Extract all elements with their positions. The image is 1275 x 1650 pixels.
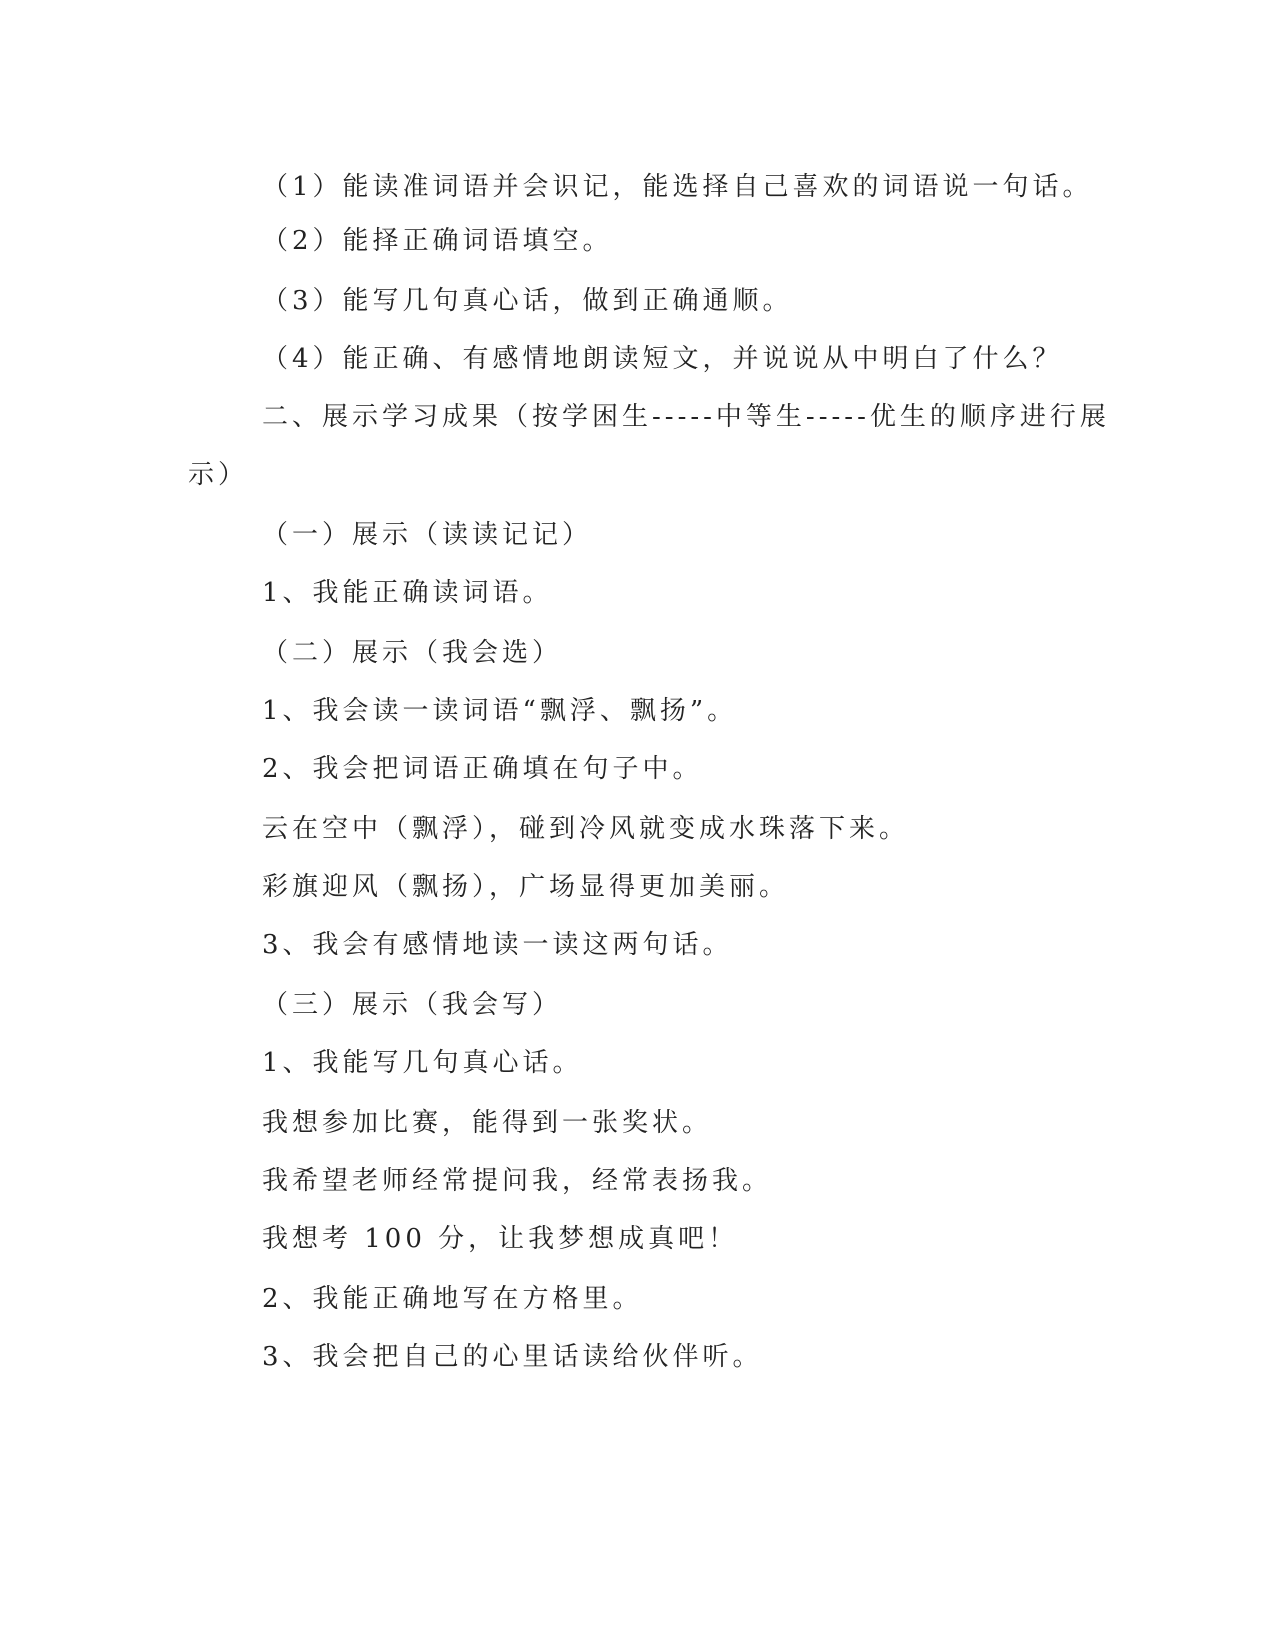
subsection-3-item-1: 1、我能写几句真心话。 [262, 1048, 583, 1078]
wish-sentence-2: 我希望老师经常提问我，经常表扬我。 [262, 1166, 773, 1196]
section-heading-2: 二、展示学习成果（按学困生-----中等生-----优生的顺序进行展 [262, 402, 1110, 432]
wish-sentence-3: 我想考 100 分，让我梦想成真吧！ [262, 1224, 739, 1254]
subsection-2-heading: （二）展示（我会选） [262, 638, 563, 668]
subsection-2-item-3: 3、我会有感情地读一读这两句话。 [262, 930, 733, 960]
wish-sentence-1: 我想参加比赛，能得到一张奖状。 [262, 1108, 713, 1138]
subsection-3-item-2: 2、我能正确地写在方格里。 [262, 1284, 643, 1314]
goal-4: （4）能正确、有感情地朗读短文，并说说从中明白了什么？ [262, 344, 1063, 374]
example-sentence-1: 云在空中（飘浮），碰到冷风就变成水珠落下来。 [262, 814, 910, 844]
goal-3: （3）能写几句真心话，做到正确通顺。 [262, 286, 793, 316]
goal-2: （2）能择正确词语填空。 [262, 226, 613, 256]
section-heading-2-continued: 示） [188, 460, 249, 490]
subsection-2-item-1: 1、我会读一读词语“飘浮、飘扬”。 [262, 696, 738, 726]
subsection-3-heading: （三）展示（我会写） [262, 990, 563, 1020]
subsection-1-item-1: 1、我能正确读词语。 [262, 578, 553, 608]
subsection-1-heading: （一）展示（读读记记） [262, 520, 593, 550]
subsection-2-item-2: 2、我会把词语正确填在句子中。 [262, 754, 703, 784]
subsection-3-item-3: 3、我会把自己的心里话读给伙伴听。 [262, 1342, 763, 1372]
goal-1: （1）能读准词语并会识记，能选择自己喜欢的词语说一句话。 [262, 172, 1093, 202]
example-sentence-2: 彩旗迎风（飘扬），广场显得更加美丽。 [262, 872, 790, 902]
